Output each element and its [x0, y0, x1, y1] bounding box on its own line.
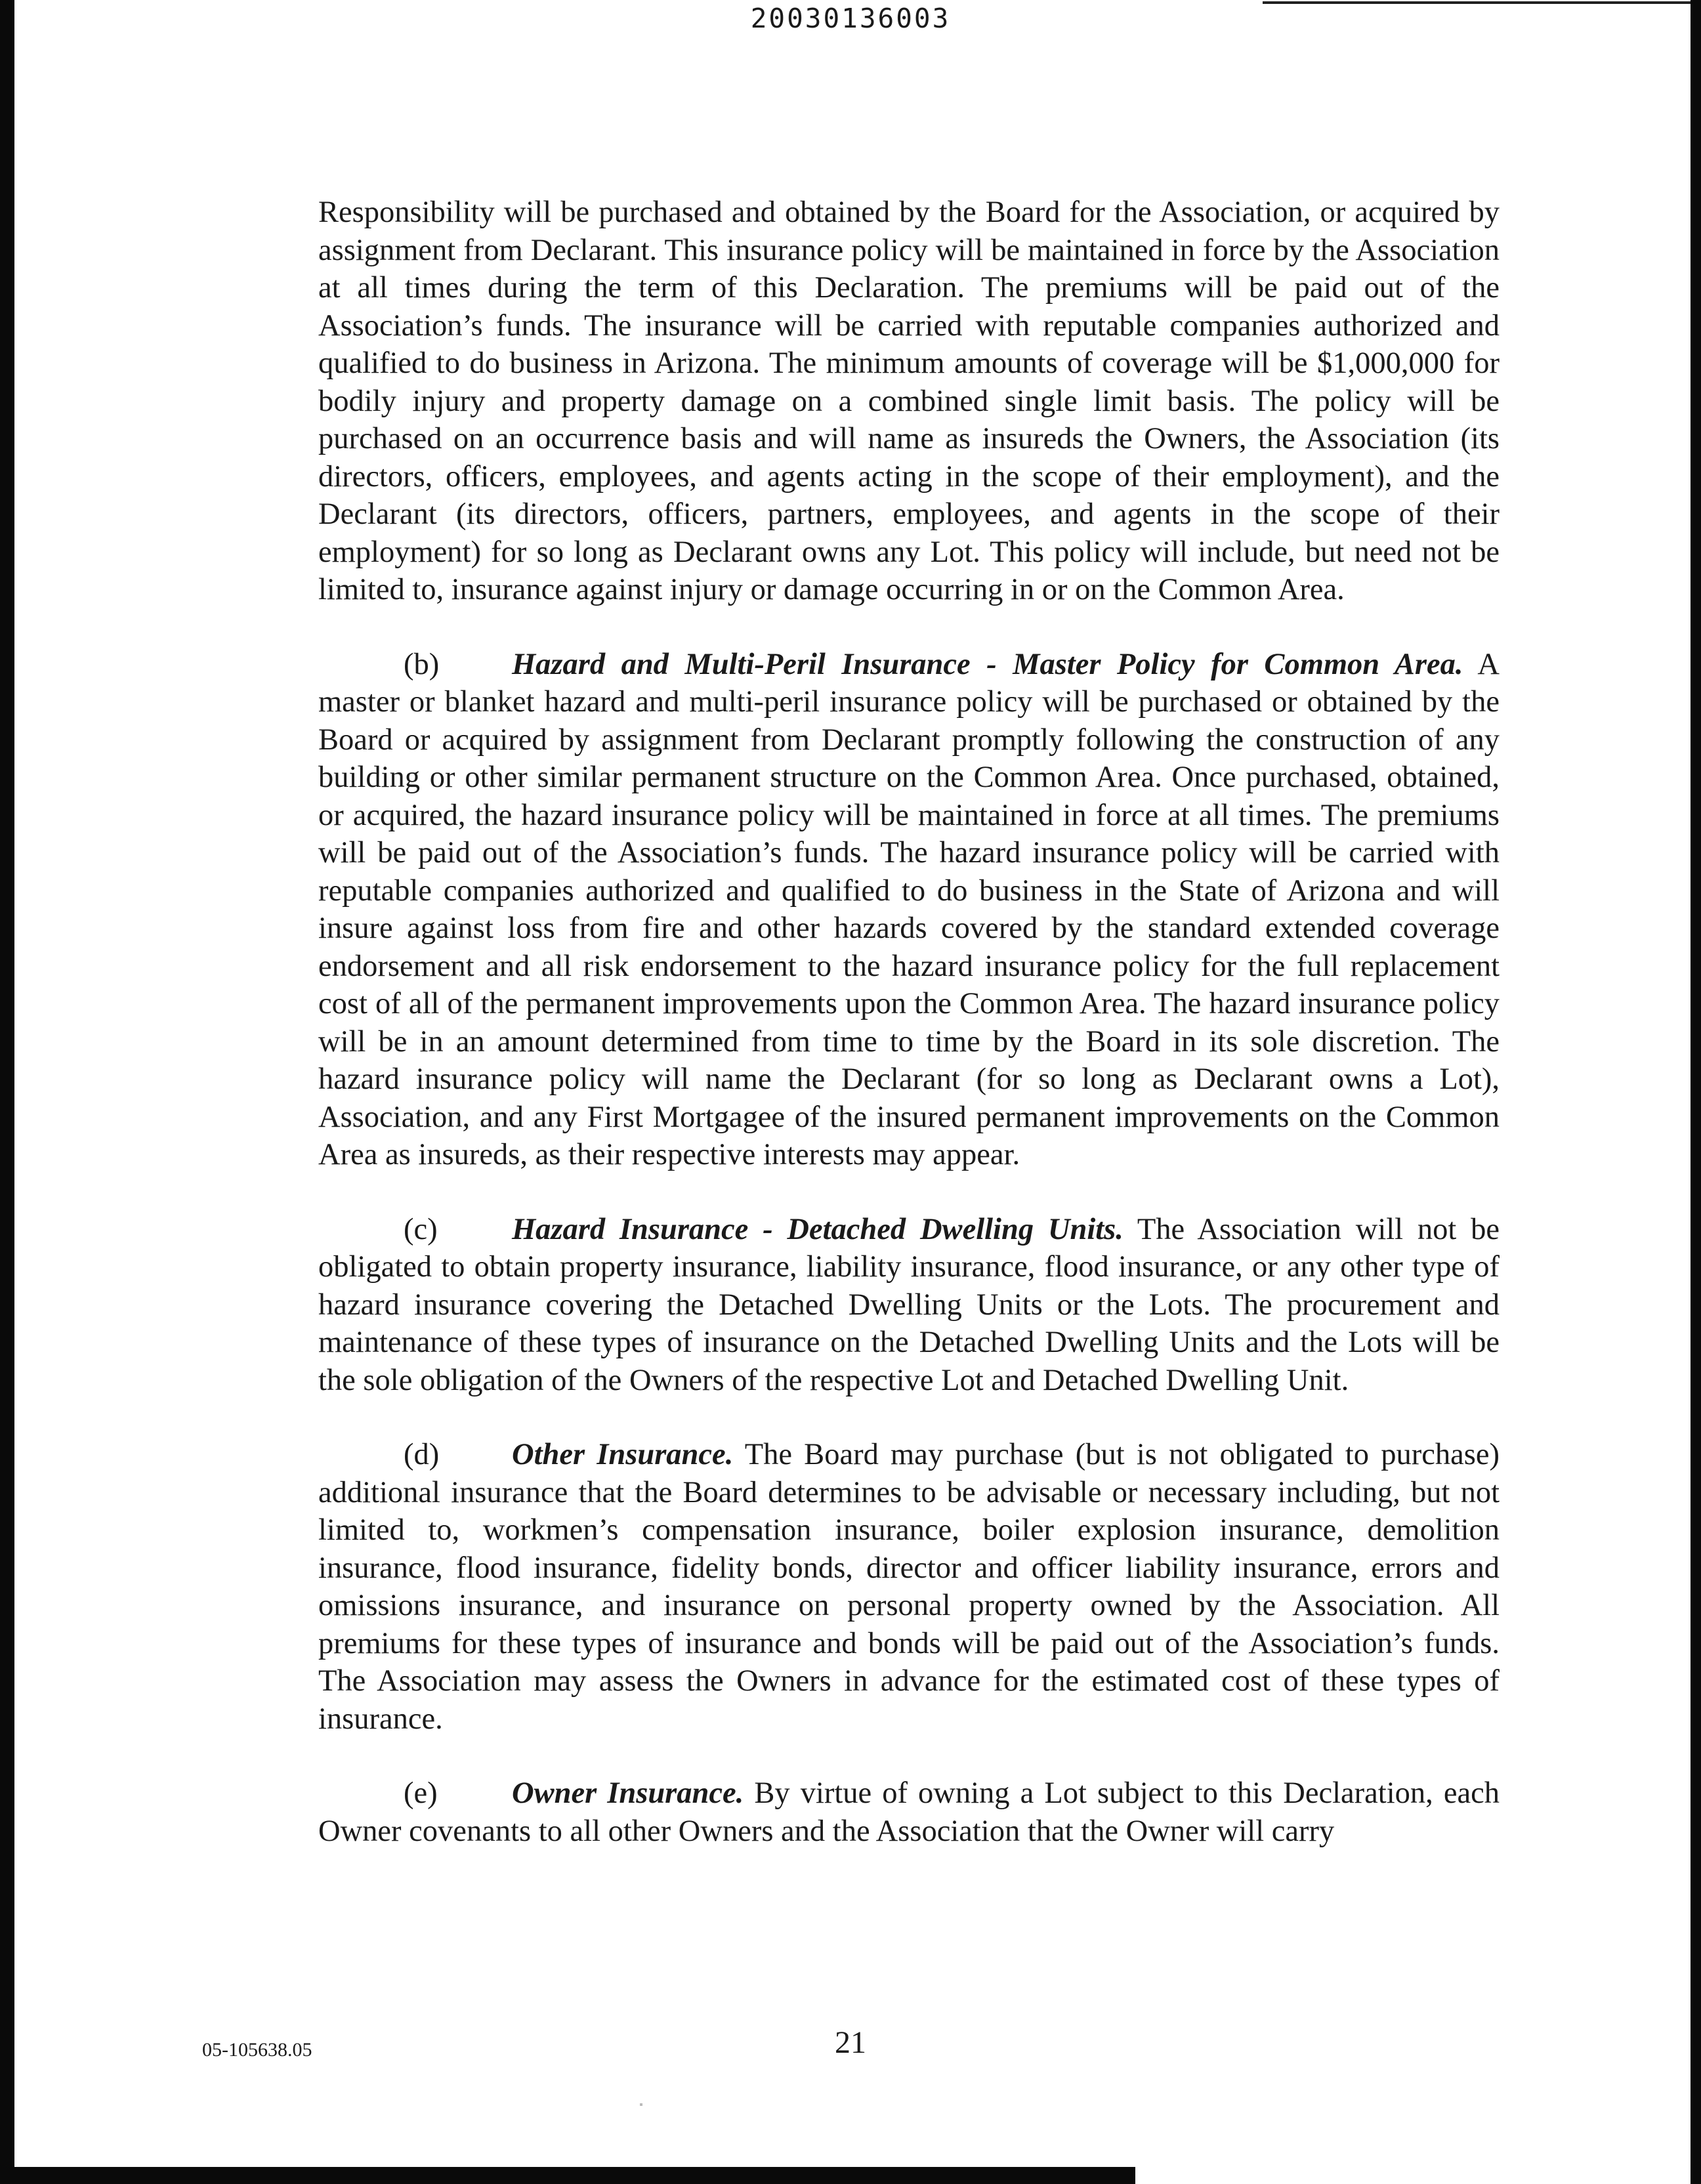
footer-file-code: 05-105638.05 [202, 2039, 312, 2061]
paragraph-marker: (c) [404, 1212, 438, 1246]
page-number: 21 [835, 2025, 866, 2060]
scan-edge-bottom [0, 2167, 1135, 2184]
paragraph-heading: Hazard and Multi-Peril Insurance - Master Policy for Common Area. [512, 647, 1463, 681]
scan-edge-left [0, 0, 14, 2184]
paragraph-d [318, 1436, 1500, 1738]
scan-edge-right [1690, 0, 1701, 2184]
paragraph-heading: Owner Insurance. [512, 1776, 744, 1810]
paragraph-marker: (d) [404, 1438, 440, 1471]
paragraph-c [318, 1211, 1500, 1400]
paragraph-text: The Board may purchase (but is not obligated to purchase) additional insurance that the Board determines to be advisable or necessary including, but not limited to, workmen’s compensation insurance, boiler explosion insurance, demolition insurance, flood insurance, fidelity bonds, director and officer liability insurance, errors and omissions insurance, and insurance on personal property owned by the Association. All premiums for these types of insurance and bonds will be paid out of the Association’s funds. The Association may assess the Owners in advance for the estimated cost of these types of insurance. [318, 1438, 1500, 1736]
page-body [318, 194, 1500, 1887]
paragraph-marker: (e) [404, 1776, 438, 1810]
scan-speck [640, 2103, 642, 2106]
paragraph-text: A master or blanket hazard and multi-peril insurance policy will be purchased or obtained by the Board or acquired by assignment from Declarant promptly following the construction of any building or other similar permanent structure on the Common Area. Once purchased, obtained, or acquired, the hazard insurance policy will be maintained in force at all times. The premiums will be paid out of the Association’s funds. The hazard insurance policy will be carried with reputable companies authorized and qualified to do business in the State of Arizona and will insure against loss from fire and other hazards covered by the standard extended coverage endorsement and all risk endorsement to the hazard insurance policy for the full replacement cost of all of the permanent improvements upon the Common Area. The hazard insurance policy will be in an amount determined from time to time by the Board in its sole discretion. The hazard insurance policy will name the Declarant (for so long as Declarant owns a Lot), Association, and any First Mortgagee of the insured permanent improvements on the Common Area as insureds, as their respective interests may appear. [318, 647, 1500, 1171]
paragraph-e [318, 1774, 1500, 1850]
paragraph-b [318, 646, 1500, 1174]
paragraph-text: By virtue of owning a Lot subject to this Declaration, each Owner covenants to all other Owners and the Association that the Owner will carry [318, 1776, 1500, 1848]
paragraph-marker: (b) [404, 647, 440, 681]
paragraph-text: The Association will not be obligated to obtain property insurance, liability insurance, flood insurance, or any other type of hazard insurance covering the Detached Dwelling Units or the Lots. The procurement and maintenance of these types of insurance on the Detached Dwelling Units and the Lots will be the sole obligation of the Owners of the respective Lot and Detached Dwelling Unit. [318, 1212, 1500, 1397]
paragraph-continuation [318, 194, 1500, 609]
paragraph-text: Responsibility will be purchased and obtained by the Board for the Association, or acquired by assignment from Declarant. This insurance policy will be maintained in force by the Association at all times during the term of this Declaration. The premiums will be paid out of the Association’s funds. The insurance will be carried with reputable companies authorized and qualified to do business in Arizona. The minimum amounts of coverage will be $1,000,000 for bodily injury and property damage on a combined single limit basis. The policy will be purchased on an occurrence basis and will name as insureds the Owners, the Association (its directors, officers, employees, and agents acting in the scope of their employment), and the Declarant (its directors, officers, partners, employees, and agents in the scope of their employment) for so long as Declarant owns any Lot. This policy will include, but need not be limited to, insurance against injury or damage occurring in or on the Common Area. [318, 196, 1500, 606]
paragraph-heading: Hazard Insurance - Detached Dwelling Units. [512, 1212, 1124, 1246]
paragraph-heading: Other Insurance. [512, 1438, 734, 1471]
document-number: 20030136003 [750, 3, 951, 34]
